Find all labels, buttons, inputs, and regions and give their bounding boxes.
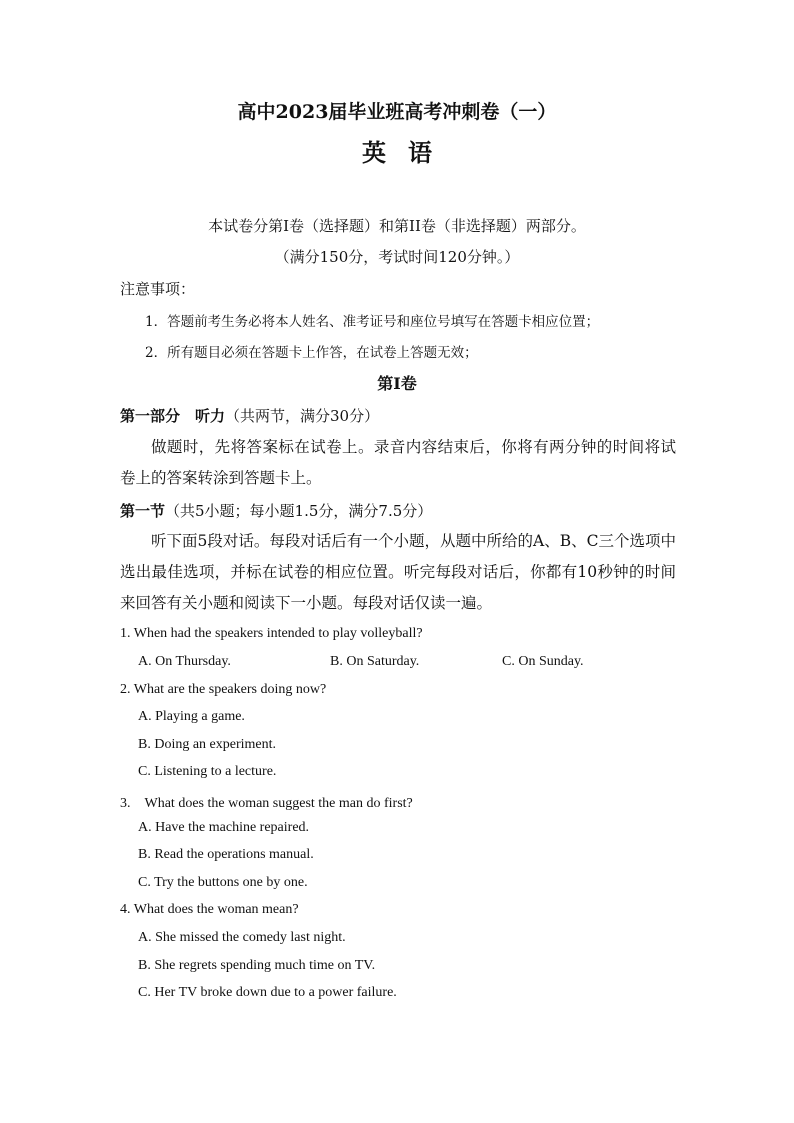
question-option: B. She regrets spending much time on TV. <box>138 958 376 973</box>
intro-line-1: 本试卷分第I卷（选择题）和第II卷（非选择题）两部分。 <box>208 217 586 235</box>
question-option: B. On Saturday. <box>330 654 420 669</box>
question-option: C. Try the buttons one by one. <box>138 875 308 890</box>
question-option: A. On Thursday. <box>138 654 231 669</box>
question-stem: 3. What does the woman suggest the man do first? <box>120 796 413 811</box>
section1-instruction: 听下面5段对话。每段对话后有一个小题，从题中所给的A、B、C三个选项中选出最佳选项，并标在试卷的相应位置。听完每段对话后，你都有10秒钟的时间来回答有关小题和阅读下一小题。每段对话仅读一遍。 <box>120 532 676 612</box>
question-stem: 1. When had the speakers intended to play volleyball? <box>120 626 423 641</box>
question-option: B. Read the operations manual. <box>138 847 314 862</box>
question-stem: 4. What does the woman mean? <box>120 902 299 917</box>
part1-title: 第一部分 听力 <box>120 407 226 425</box>
question-option: B. Doing an experiment. <box>138 737 277 752</box>
section1-title: 第一节 <box>120 502 166 520</box>
notes-heading: 注意事项： <box>120 280 196 298</box>
question-option: C. Listening to a lecture. <box>138 764 277 779</box>
volume-title: 第I卷 <box>377 374 417 393</box>
part1-info: （共两节，满分30分） <box>225 407 380 425</box>
note-item-1: 1．答题前考生务必将本人姓名、准考证号和座位号填写在答题卡相应位置； <box>145 314 600 330</box>
note-item-2: 2．所有题目必须在答题卡上作答，在试卷上答题无效； <box>145 345 478 361</box>
subject-title: 英语 <box>362 138 454 167</box>
section1-info: （共5小题；每小题1.5分，满分7.5分） <box>165 502 433 520</box>
question-stem: 2. What are the speakers doing now? <box>120 682 327 697</box>
intro-line-2: （满分150分，考试时间120分钟。） <box>274 248 520 266</box>
question-option: C. Her TV broke down due to a power failure. <box>138 985 397 1000</box>
part1-instruction: 做题时，先将答案标在试卷上。录音内容结束后，你将有两分钟的时间将试卷上的答案转涂到答题卡上。 <box>120 438 676 487</box>
question-option: A. Playing a game. <box>138 709 245 724</box>
part1-heading <box>120 405 379 426</box>
section1-heading <box>120 500 432 521</box>
exam-title: 高中2023届毕业班高考冲刺卷（一） <box>237 101 557 123</box>
question-option: A. Have the machine repaired. <box>138 820 310 835</box>
question-option: C. On Sunday. <box>502 654 584 669</box>
question-option: A. She missed the comedy last night. <box>138 930 346 945</box>
